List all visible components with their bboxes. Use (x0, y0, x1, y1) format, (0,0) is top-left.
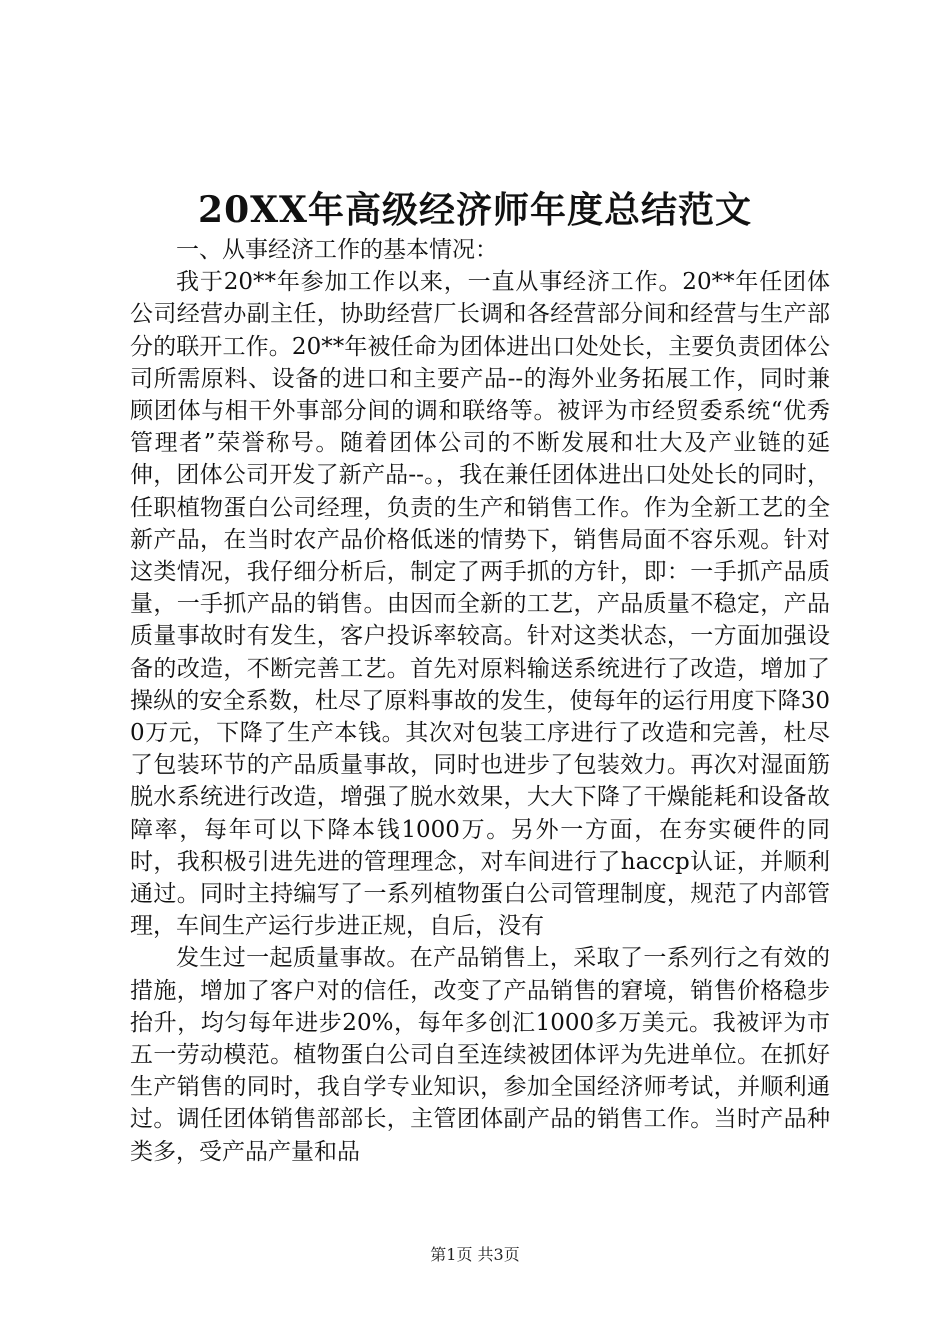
document-title: 20XX年高级经济师年度总结范文 (198, 189, 752, 231)
body-paragraph: 发生过一起质量事故。在产品销售上，采取了一系列行之有效的措施，增加了客户对的信任，改变了产品销售的窘境，销售价格稳步抬升，均匀每年进步20%，每年多创汇1000多万美元。我被评为市五一劳动模范。植物蛋白公司自至连续被团体评为先进单位。在抓好生产销售的同时，我自学专业知识，参加全国经济师考试，并顺利通过。调任团体销售部部长，主管团体副产品的销售工作。当时产品种类多，受产品产量和品 (130, 945, 830, 1165)
page-indicator: 第1页 共3页 (430, 1245, 520, 1264)
body-paragraph: 我于20**年参加工作以来，一直从事经济工作。20**年任团体公司经营办副主任，协助经营厂长调和各经营部分间和经营与生产部分的联开工作。20**年被任命为团体进出口处处长，主要负责团体公司所需原料、设备的进口和主要产品--的海外业务拓展工作，同时兼顾团体与相干外事部分间的调和联络等。被评为市经贸委系统“优秀管理者”荣誉称号。随着团体公司的不断发展和壮大及产业链的延伸，团体公司开发了新产品--。，我在兼任团体进出口处处长的同时，任职植物蛋白公司经理，负责的生产和销售工作。作为全新工艺的全新产品，在当时农产品价格低迷的情势下，销售局面不容乐观。针对这类情况，我仔细分析后，制定了两手抓的方针，即：一手抓产品质量，一手抓产品的销售。由因而全新的工艺，产品质量不稳定，产品质量事故时有发生，客户投诉率较高。针对这类状态，一方面加强设备的改造，不断完善工艺。首先对原料输送系统进行了改造，增加了操纵的安全系数，杜尽了原料事故的发生，使每年的运行用度下降300万元，下降了生产本钱。其次对包装工序进行了改造和完善，杜尽了包装环节的产品质量事故，同时也进步了包装效力。再次对湿面筋脱水系统进行改造，增强了脱水效果，大大下降了干燥能耗和设备故障率，每年可以下降本钱1000万。另外一方面，在夯实硬件的同时，我积极引进先进的管理理念，对车间进行了haccp认证，并顺利通过。同时主持编写了一系列植物蛋白公司管理制度，规范了内部管理，车间生产运行步进正规，自后，没有 (130, 269, 830, 940)
document-body (130, 234, 830, 1168)
section-heading: 一、从事经济工作的基本情况： (176, 237, 498, 263)
